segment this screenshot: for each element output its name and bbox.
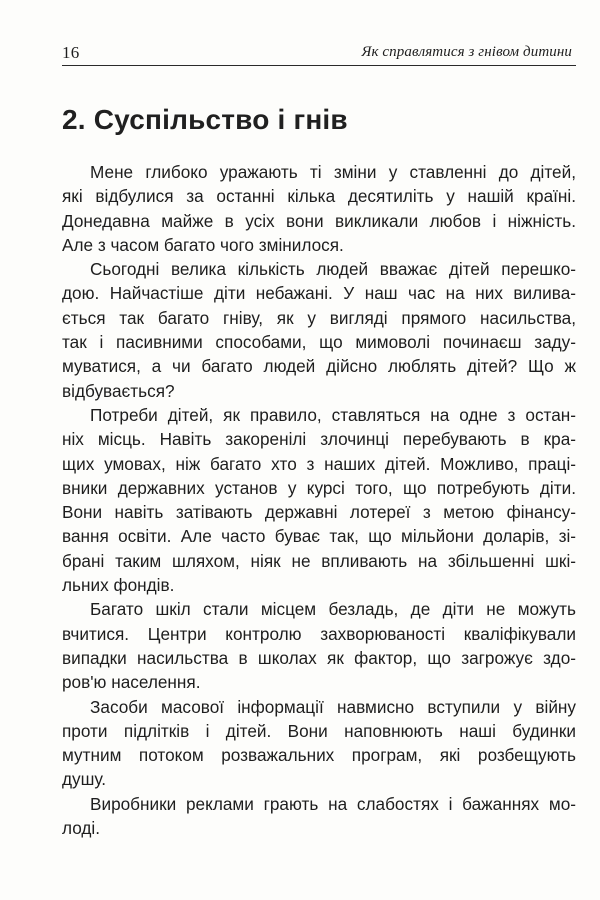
text-line: вання освіти. Але часто буває так, що мільйони доларів, зі- [62, 526, 576, 547]
text-line: вчитися. Центри контролю захворюваності кваліфікували [62, 623, 576, 644]
text-line: Потреби дітей, як правило, ставляться на одне з остан- [90, 404, 576, 425]
paragraph [62, 257, 576, 403]
text-line: відбувається? [62, 380, 175, 401]
text-line: Сьогодні велика кількість людей вважає дітей перешко- [90, 259, 576, 280]
text-line: ніх місць. Навіть закоренілі злочинці перебувають в кра- [62, 429, 576, 450]
text-line: випадки насильства в школах як фактор, що загрожує здо- [62, 647, 576, 668]
text-line: душу. [62, 769, 107, 790]
chapter-title: 2. Суспільство і гнів [62, 104, 348, 135]
text-line: ров'ю населення. [62, 672, 201, 693]
text-line: лоді. [62, 818, 101, 839]
paragraph [62, 597, 576, 694]
text-line: які відбулися за останні кілька десятиліть у нашій країні. [62, 186, 576, 207]
paragraph [62, 403, 576, 597]
running-header [62, 43, 576, 66]
text-line: проти підлітків і дітей. Вони наповнюють наші будинки [62, 720, 576, 741]
text-line: брані таким шляхом, ніяк не впливають на збільшенні шкі- [62, 550, 576, 571]
paragraph [62, 792, 576, 841]
text-line: Донедавна майже в усіх вони викликали любов і ніжність. [62, 210, 576, 231]
paragraph [62, 695, 576, 792]
text-line: ється так багато гніву, як у вигляді прямого насильства, [62, 307, 576, 328]
body-text [62, 160, 576, 840]
text-line: муватися, а чи багато людей дійсно люблять дітей? Що ж [62, 356, 576, 377]
text-line: вники державних установ у курсі того, що потребують діти. [62, 477, 576, 498]
text-line: Але з часом багато чого змінилося. [62, 234, 344, 255]
text-line: Мене глибоко уражають ті зміни у ставленні до дітей, [90, 162, 576, 182]
text-line: Вони навіть затівають державні лотереї з метою фінансу- [62, 502, 576, 523]
text-line: Багато шкіл стали місцем безладь, де діти не можуть [90, 599, 576, 620]
text-line: Засоби масової інформації навмисно вступили у війну [90, 696, 576, 717]
page-number: 16 [62, 43, 80, 62]
running-title: Як справлятися з гнівом дитини [361, 44, 572, 60]
text-line: щих умовах, ніж багато хто з наших дітей. Можливо, праці- [62, 453, 576, 474]
text-line: Виробники реклами грають на слабостях і бажаннях мо- [90, 793, 576, 814]
text-line: так і пасивними способами, що мимоволі починаєш заду- [62, 332, 576, 353]
text-line: льних фондів. [62, 575, 175, 596]
text-line: дою. Найчастіше діти небажані. У наш час на них вилива- [62, 283, 576, 304]
text-line: мутним потоком розважальних програм, які розбещують [62, 745, 576, 766]
paragraph [62, 160, 576, 257]
